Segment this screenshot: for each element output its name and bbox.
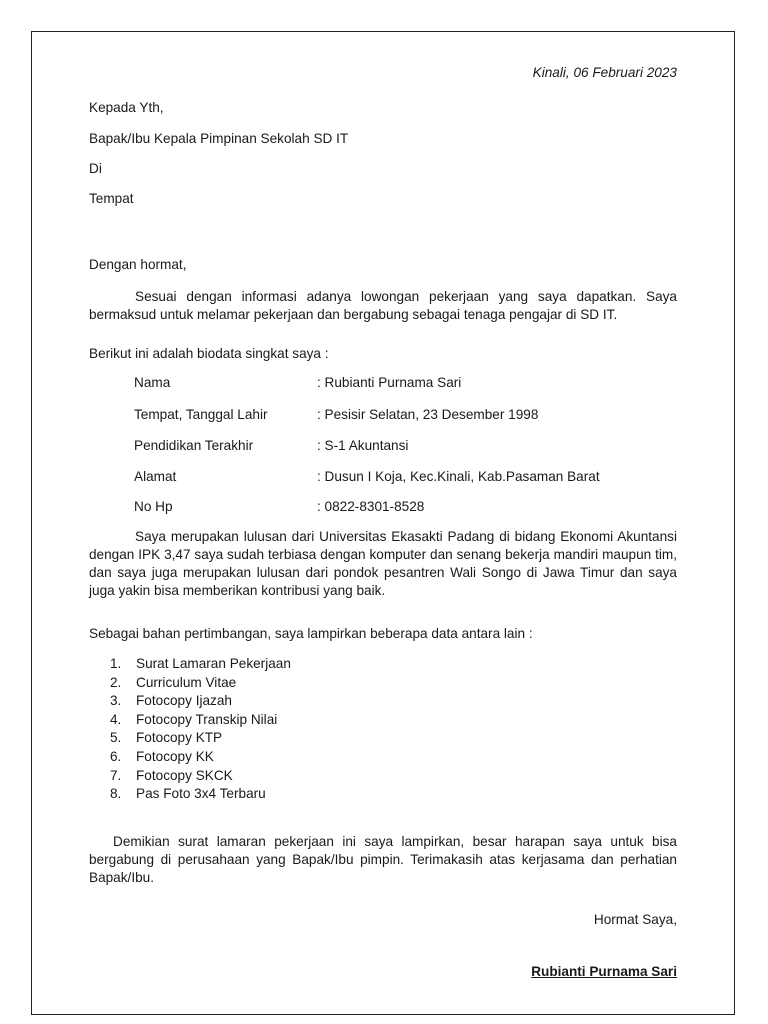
list-item [110,655,291,674]
biodata-value: : S-1 Akuntansi [317,438,409,453]
salutation: Dengan hormat, [89,257,187,272]
biodata-label: Alamat [134,469,177,484]
list-number: 5. [110,730,122,746]
biodata-row [134,374,677,392]
list-text: Fotocopy Transkip Nilai [136,711,278,727]
biodata-row [134,437,677,455]
list-text: Fotocopy SKCK [136,767,233,783]
biodata-value: : Pesisir Selatan, 23 Desember 1998 [317,407,539,422]
list-number: 2. [110,674,122,690]
biodata-label: Tempat, Tanggal Lahir [134,407,268,422]
biodata-value: : 0822-8301-8528 [317,499,425,514]
attachments-list [110,655,291,804]
list-text: Fotocopy KK [136,748,214,764]
signature-text: Rubianti Purnama Sari [531,964,677,979]
list-text: Fotocopy KTP [136,730,223,746]
biodata-row [134,406,677,424]
list-number: 8. [110,786,122,802]
recipient-line: Di [89,161,102,176]
regards: Hormat Saya, [593,912,677,927]
list-item [110,785,291,804]
attachments-intro: Sebagai bahan pertimbangan, saya lampirkan beberapa data antara lain : [89,626,533,641]
biodata-label: Nama [134,375,171,390]
list-number: 4. [110,711,122,727]
biodata-row [134,468,677,486]
list-item [110,748,291,767]
signature-name [89,963,677,981]
list-item [110,729,291,748]
list-text: Curriculum Vitae [136,674,237,690]
list-item [110,711,291,730]
list-text: Pas Foto 3x4 Terbaru [136,786,266,802]
list-item [110,674,291,693]
recipient-line: Bapak/Ibu Kepala Pimpinan Sekolah SD IT [89,131,349,146]
biodata-label: Pendidikan Terakhir [134,438,254,453]
list-item [110,767,291,786]
biodata-row [134,498,677,516]
recipient-line: Tempat [89,191,134,206]
closing-paragraph: Demikian surat lamaran pekerjaan ini saya lampirkan, besar harapan saya untuk bisa bergabung di perusahaan yang Bapak/Ibu pimpin. Terimakasih atas kerjasama dan perhatian Bapak/Ibu. [89,834,677,885]
list-number: 3. [110,693,122,709]
intro-paragraph: Sesuai dengan informasi adanya lowongan pekerjaan yang saya dapatkan. Saya bermaksud untuk melamar pekerjaan dan bergabung sebagai tenaga pengajar di SD IT. [89,289,677,322]
list-number: 7. [110,767,122,783]
education-paragraph: Saya merupakan lulusan dari Universitas Ekasakti Padang di bidang Ekonomi Akuntansi dengan IPK 3,47 saya sudah terbiasa dengan komputer dan senang bekerja mandiri maupun tim, dan saya juga merupakan lulusan dari pondok pesantren Wali Songo di Jawa Timur dan saya juga yakin bisa memberikan kontribusi yang baik. [89,529,677,598]
list-item [110,692,291,711]
list-number: 1. [110,656,122,671]
list-number: 6. [110,748,122,764]
biodata-value: : Dusun I Koja, Kec.Kinali, Kab.Pasaman Barat [317,469,600,484]
biodata-value: : Rubianti Purnama Sari [317,375,462,390]
biodata-intro: Berikut ini adalah biodata singkat saya : [89,346,329,361]
recipient-line: Kepada Yth, [89,100,164,115]
list-text: Fotocopy Ijazah [136,693,232,709]
list-text: Surat Lamaran Pekerjaan [136,656,291,671]
letter-date: Kinali, 06 Februari 2023 [532,65,677,80]
biodata-label: No Hp [134,499,173,514]
